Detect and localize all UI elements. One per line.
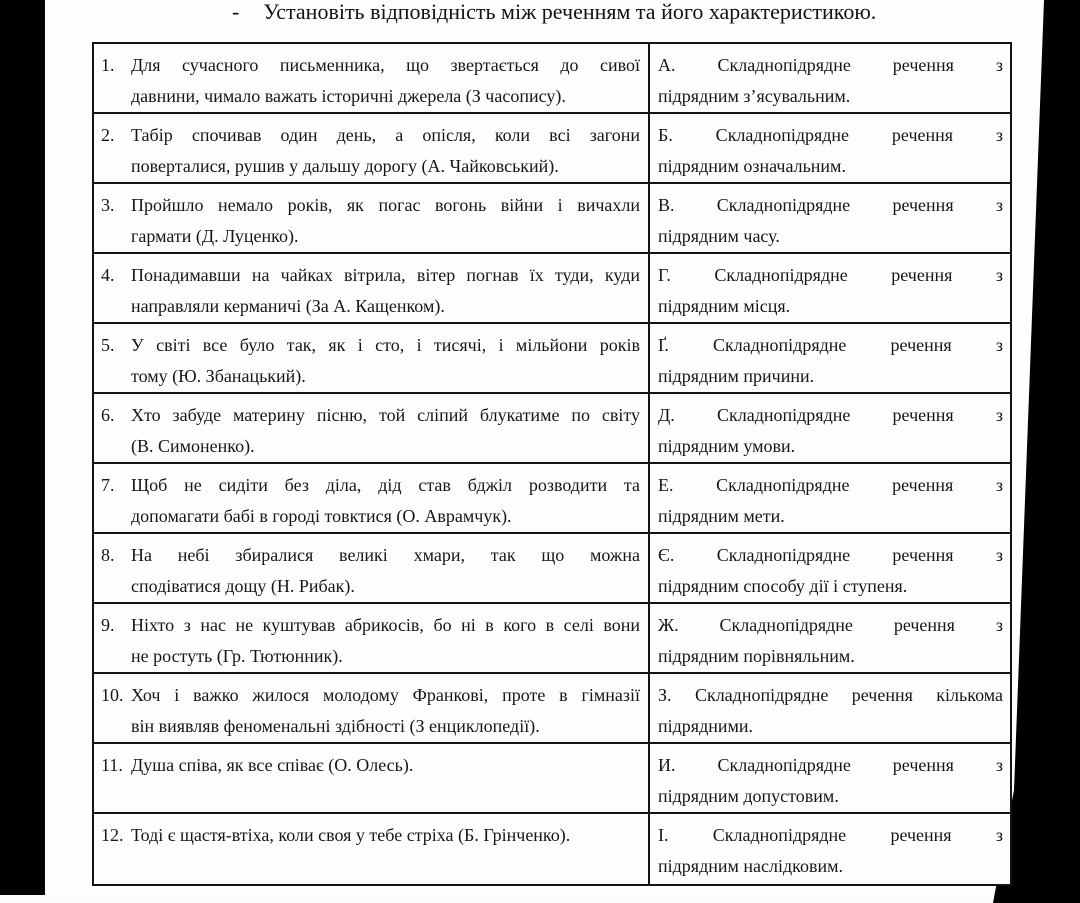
- table-row: [94, 534, 1010, 604]
- row-number: 6.: [101, 405, 115, 425]
- row-number: 12.: [101, 825, 124, 845]
- table-row: [94, 674, 1010, 744]
- characteristic-line: підрядним умови.: [658, 436, 796, 456]
- row-number: 2.: [101, 125, 115, 145]
- sentence-cell: [94, 744, 650, 812]
- characteristic-cell: [650, 674, 1010, 742]
- sentence-text: [131, 470, 640, 532]
- sentence-line: Хоч і важко жилося молодому Франкові, проте в гімназії: [131, 685, 640, 705]
- sentence-cell: [94, 184, 650, 252]
- row-number: 5.: [101, 335, 115, 355]
- characteristic-cell: [650, 394, 1010, 462]
- characteristic-cell: [650, 534, 1010, 602]
- sentence-cell: [94, 114, 650, 182]
- row-number: 7.: [101, 475, 115, 495]
- characteristic-line: І. Складнопідрядне речення з: [658, 825, 1003, 845]
- sentence-text: [131, 820, 640, 884]
- sentence-line: не ростуть (Гр. Тютюнник).: [131, 646, 343, 666]
- sentence-line: У світі все було так, як і сто, і тисячі, і мільйони років: [131, 335, 640, 355]
- sentence-line: Щоб не сидіти без діла, дід став бджіл розводити та: [131, 475, 640, 495]
- sentence-text: [131, 120, 640, 182]
- characteristic-line: И. Складнопідрядне речення з: [658, 755, 1003, 775]
- characteristic-cell: [650, 464, 1010, 532]
- characteristic-line: Ґ. Складнопідрядне речення з: [658, 335, 1003, 355]
- row-number: 11.: [101, 755, 123, 775]
- characteristic-cell: [650, 324, 1010, 392]
- sentence-text: [131, 330, 640, 392]
- row-number: 9.: [101, 615, 115, 635]
- sentence-line: тому (Ю. Збанацький).: [131, 366, 306, 386]
- sentence-line: Пройшло немало років, як погас вогонь війни і вичахли: [131, 195, 640, 215]
- sentence-cell: [94, 604, 650, 672]
- row-number: 3.: [101, 195, 115, 215]
- sentence-line: давнини, чимало важать історичні джерела (З часопису).: [131, 86, 566, 106]
- sentence-cell: [94, 464, 650, 532]
- row-number: 1.: [101, 55, 115, 75]
- sentence-cell: [94, 44, 650, 112]
- sentence-line: допомагати бабі в городі товктися (О. Аврамчук).: [131, 506, 512, 526]
- sentence-text: [131, 50, 640, 112]
- sentence-text: [131, 750, 640, 812]
- sentence-text: [131, 610, 640, 672]
- characteristic-cell: [650, 744, 1010, 812]
- sentence-line: гармати (Д. Луценко).: [131, 226, 299, 246]
- table-row: [94, 744, 1010, 814]
- sentence-line: він виявляв феноменальні здібності (З енциклопедії).: [131, 716, 540, 736]
- characteristic-line: підрядним місця.: [658, 296, 791, 316]
- table-row: [94, 814, 1010, 884]
- table-row: [94, 394, 1010, 464]
- sentence-line: поверталися, рушив у дальшу дорогу (А. Чайковський).: [131, 156, 559, 176]
- characteristic-line: підрядним означальним.: [658, 156, 846, 176]
- table-row: [94, 114, 1010, 184]
- sentence-line: направляли керманичі (За А. Кащенком).: [131, 296, 445, 316]
- characteristic-cell: [650, 814, 1010, 884]
- sentence-line: Душа співа, як все співає (О. Олесь).: [131, 755, 414, 775]
- sentence-text: [131, 190, 640, 252]
- sentence-line: Понадимавши на чайках вітрила, вітер погнав їх туди, куди: [131, 265, 640, 285]
- table-row: [94, 184, 1010, 254]
- characteristic-cell: [650, 184, 1010, 252]
- table-row: [94, 44, 1010, 114]
- characteristic-line: підрядним мети.: [658, 506, 785, 526]
- characteristic-cell: [650, 604, 1010, 672]
- sentence-line: сподіватися дощу (Н. Рибак).: [131, 576, 355, 596]
- characteristic-cell: [650, 44, 1010, 112]
- sentence-line: Тоді є щастя-втіха, коли своя у тебе стріха (Б. Грінченко).: [131, 825, 571, 845]
- row-number: 4.: [101, 265, 115, 285]
- left-black-bar: [0, 0, 45, 895]
- sentence-text: [131, 540, 640, 602]
- sentence-line: Табір спочивав один день, а опісля, коли всі загони: [131, 125, 640, 145]
- characteristic-line: підрядним наслідковим.: [658, 856, 843, 876]
- sentence-line: Хто забуде материну пісню, той сліпий блукатиме по світу: [131, 405, 640, 425]
- sentence-cell: [94, 674, 650, 742]
- characteristic-line: В. Складнопідрядне речення з: [658, 195, 1003, 215]
- sentence-text: [131, 400, 640, 462]
- sentence-cell: [94, 814, 650, 884]
- sentence-text: [131, 680, 640, 742]
- sentence-cell: [94, 534, 650, 602]
- table-row: [94, 604, 1010, 674]
- sentence-line: Ніхто з нас не куштував абрикосів, бо ні в кого в селі вони: [131, 615, 640, 635]
- page-bottom-edge: [0, 895, 1080, 903]
- table-row: [94, 324, 1010, 394]
- characteristic-cell: [650, 254, 1010, 322]
- matching-table: [92, 42, 1012, 886]
- table-row: [94, 254, 1010, 324]
- sentence-text: [131, 260, 640, 322]
- characteristic-line: підрядними.: [658, 716, 754, 736]
- sentence-cell: [94, 394, 650, 462]
- characteristic-line: Е. Складнопідрядне речення з: [658, 475, 1003, 495]
- characteristic-line: Д. Складнопідрядне речення з: [658, 405, 1003, 425]
- characteristic-line: Ж. Складнопідрядне речення з: [658, 615, 1003, 635]
- row-number: 10.: [101, 685, 124, 705]
- row-number: 8.: [101, 545, 115, 565]
- characteristic-line: підрядним способу дії і ступеня.: [658, 576, 908, 596]
- characteristic-line: підрядним з’ясувальним.: [658, 86, 851, 106]
- characteristic-line: Б. Складнопідрядне речення з: [658, 125, 1003, 145]
- sentence-cell: [94, 324, 650, 392]
- characteristic-line: Є. Складнопідрядне речення з: [658, 545, 1003, 565]
- sentence-line: (В. Симоненко).: [131, 436, 255, 456]
- instruction: [232, 0, 876, 26]
- characteristic-cell: [650, 114, 1010, 182]
- characteristic-line: підрядним причини.: [658, 366, 815, 386]
- instruction-bullet: -: [232, 0, 240, 24]
- characteristic-line: Г. Складнопідрядне речення з: [658, 265, 1003, 285]
- characteristic-line: підрядним допустовим.: [658, 786, 839, 806]
- sentence-line: Для сучасного письменника, що звертається до сивої: [131, 55, 640, 75]
- table-row: [94, 464, 1010, 534]
- sentence-line: На небі збиралися великі хмари, так що можна: [131, 545, 640, 565]
- characteristic-line: З. Складнопідрядне речення кількома: [658, 685, 1003, 705]
- characteristic-line: підрядним часу.: [658, 226, 780, 246]
- characteristic-line: А. Складнопідрядне речення з: [658, 55, 1003, 75]
- characteristic-line: підрядним порівняльним.: [658, 646, 855, 666]
- sentence-cell: [94, 254, 650, 322]
- instruction-text: Установіть відповідність між реченням та його характеристикою.: [263, 0, 877, 24]
